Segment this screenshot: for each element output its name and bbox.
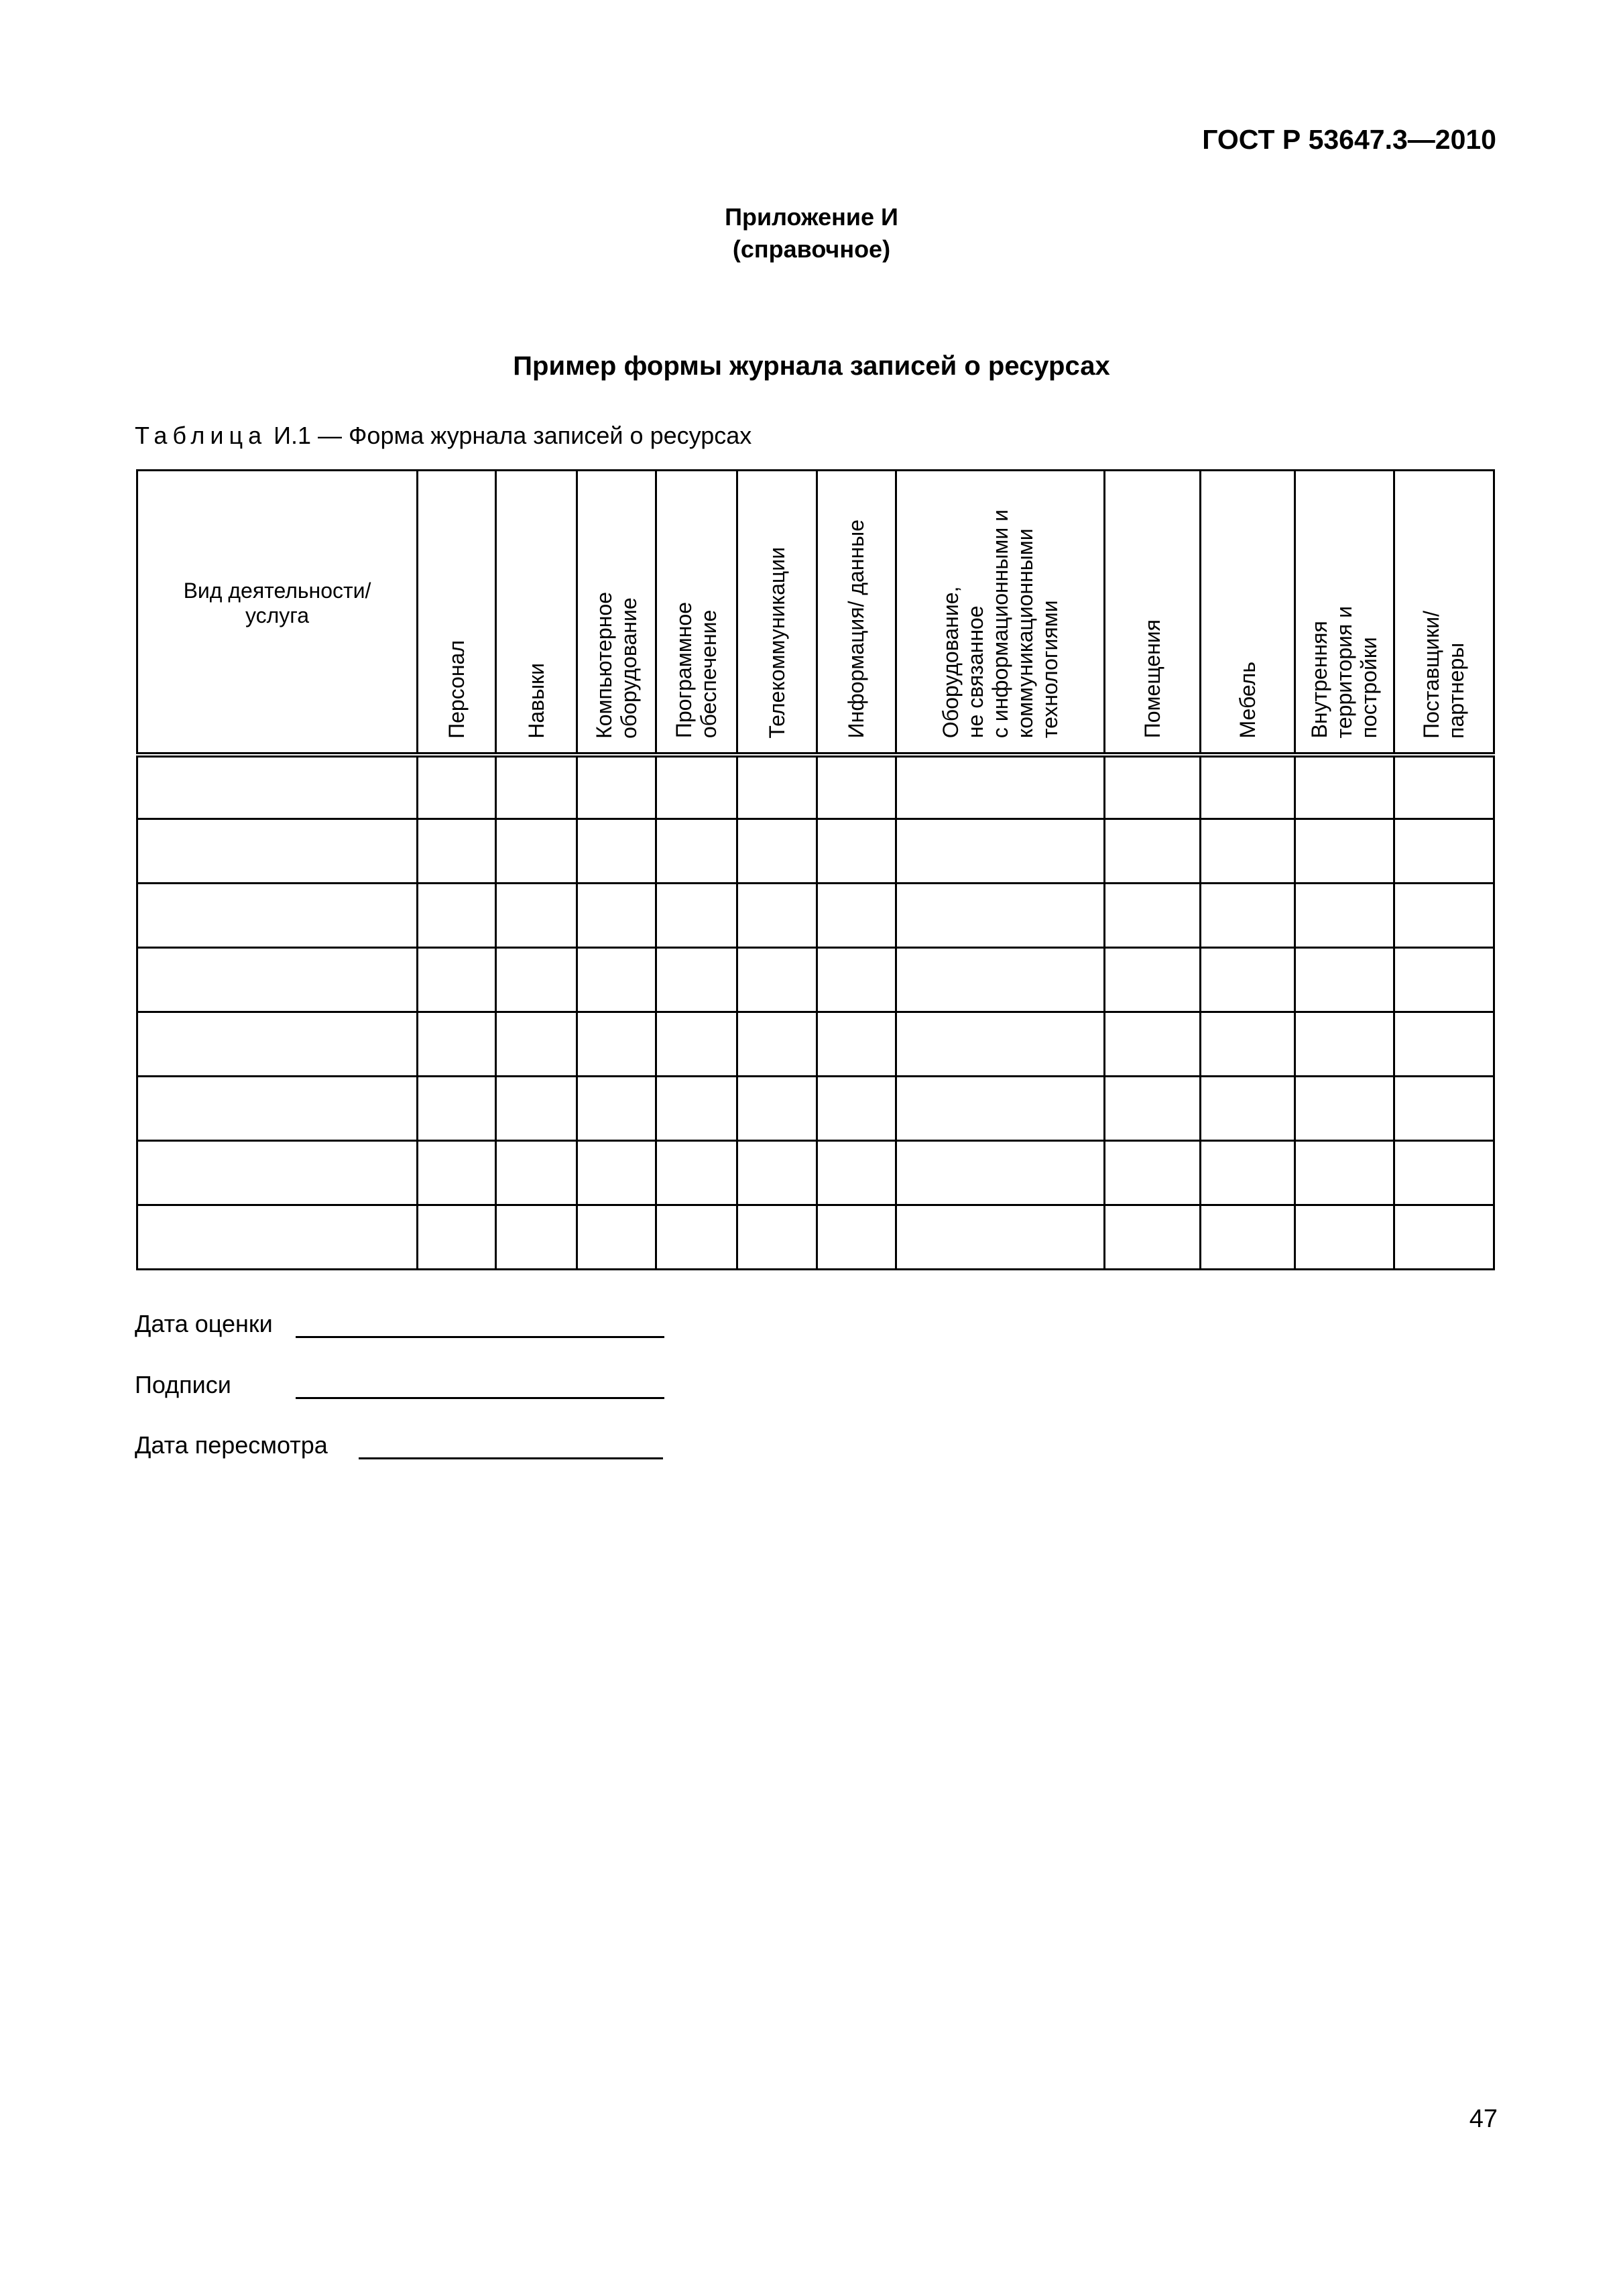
column-header-label: Компьютерное оборудование — [591, 591, 641, 739]
table-cell[interactable] — [1394, 884, 1494, 948]
table-cell[interactable] — [656, 948, 737, 1012]
section-title: Пример формы журнала записей о ресурсах — [513, 351, 1110, 381]
table-cell[interactable] — [496, 884, 577, 948]
table-cell[interactable] — [137, 1141, 418, 1205]
table-row — [137, 1077, 1494, 1141]
assessment-date-label: Дата оценки — [135, 1310, 273, 1337]
table-cell[interactable] — [577, 1012, 656, 1077]
table-cell[interactable] — [137, 755, 418, 819]
column-header-label: Персонал — [444, 640, 469, 739]
column-header-personnel — [418, 471, 496, 755]
table-cell[interactable] — [1295, 755, 1394, 819]
table-cell[interactable] — [1105, 1077, 1201, 1141]
table-cell[interactable] — [1201, 819, 1295, 884]
table-cell[interactable] — [418, 1077, 496, 1141]
table-cell[interactable] — [1105, 884, 1201, 948]
appendix-type: (справочное) — [732, 235, 891, 263]
table-cell[interactable] — [1105, 948, 1201, 1012]
table-caption-text: И.1 — Форма журнала записей о ресурсах — [267, 422, 752, 449]
column-header-computer-equipment — [577, 471, 656, 755]
table-cell[interactable] — [1105, 1141, 1201, 1205]
column-header-information-data — [817, 471, 896, 755]
table-cell[interactable] — [137, 1012, 418, 1077]
column-header-software — [656, 471, 737, 755]
revision-date-label: Дата пересмотра — [135, 1431, 328, 1459]
table-cell[interactable] — [1201, 948, 1295, 1012]
table-cell[interactable] — [1295, 1012, 1394, 1077]
table-cell[interactable] — [896, 1205, 1105, 1270]
page-number: 47 — [1469, 2105, 1498, 2133]
table-cell[interactable] — [496, 1141, 577, 1205]
table-cell[interactable] — [656, 884, 737, 948]
table-cell[interactable] — [737, 755, 817, 819]
table-cell[interactable] — [656, 1205, 737, 1270]
table-cell[interactable] — [1105, 819, 1201, 884]
table-cell[interactable] — [817, 1012, 896, 1077]
assessment-date-line[interactable] — [296, 1336, 664, 1338]
table-cell[interactable] — [817, 1141, 896, 1205]
table-cell[interactable] — [137, 1205, 418, 1270]
column-header-furniture — [1201, 471, 1295, 755]
table-header-row — [137, 471, 1494, 755]
table-body — [137, 755, 1494, 1270]
appendix-title: Приложение И — [725, 203, 898, 231]
table-cell[interactable] — [737, 948, 817, 1012]
column-header-activity — [137, 471, 418, 755]
table-cell[interactable] — [1201, 1205, 1295, 1270]
table-cell[interactable] — [896, 948, 1105, 1012]
column-header-label: Навыки — [524, 662, 548, 739]
table-cell[interactable] — [896, 884, 1105, 948]
table-cell[interactable] — [1201, 884, 1295, 948]
table-row — [137, 948, 1494, 1012]
table-cell[interactable] — [418, 1141, 496, 1205]
table-row — [137, 1141, 1494, 1205]
table-cell[interactable] — [577, 1205, 656, 1270]
document-code: ГОСТ Р 53647.3—2010 — [1202, 124, 1496, 155]
column-header-label: Программное обеспечение — [672, 602, 721, 739]
table-cell[interactable] — [737, 1077, 817, 1141]
table-cell[interactable] — [817, 884, 896, 948]
table-cell[interactable] — [496, 755, 577, 819]
revision-date-line[interactable] — [359, 1457, 663, 1459]
table-caption-label: Таблица — [135, 422, 267, 449]
table-cell[interactable] — [1295, 1077, 1394, 1141]
signatures-line[interactable] — [296, 1397, 664, 1399]
table-cell[interactable] — [1394, 819, 1494, 884]
table-cell[interactable] — [817, 819, 896, 884]
table-cell[interactable] — [896, 819, 1105, 884]
column-header-label: Вид деятельности/ услуга — [183, 579, 371, 627]
column-header-suppliers-partners — [1394, 471, 1494, 755]
table-cell[interactable] — [496, 948, 577, 1012]
table-cell[interactable] — [418, 884, 496, 948]
column-header-label: Помещения — [1140, 619, 1164, 739]
column-header-label: Оборудование, не связанное с информационными и коммуникационными технологиями — [938, 509, 1062, 739]
table-cell[interactable] — [737, 819, 817, 884]
table-cell[interactable] — [1201, 1077, 1295, 1141]
table-cell[interactable] — [418, 1012, 496, 1077]
column-header-label: Телекоммуникации — [764, 546, 789, 739]
table-cell[interactable] — [1201, 755, 1295, 819]
table-cell[interactable] — [896, 755, 1105, 819]
table-cell[interactable] — [1394, 755, 1494, 819]
table-cell[interactable] — [1394, 1205, 1494, 1270]
table-cell[interactable] — [656, 819, 737, 884]
table-cell[interactable] — [896, 1141, 1105, 1205]
column-header-label: Внутренняя территория и постройки — [1307, 606, 1381, 739]
table-cell[interactable] — [1295, 884, 1394, 948]
table-cell[interactable] — [1105, 1205, 1201, 1270]
column-header-label: Информация/ данные — [844, 520, 868, 739]
table-cell[interactable] — [817, 755, 896, 819]
column-header-label: Поставщики/ партнеры — [1419, 610, 1468, 739]
table-cell[interactable] — [1394, 1141, 1494, 1205]
table-cell[interactable] — [1105, 1012, 1201, 1077]
table-cell[interactable] — [577, 884, 656, 948]
column-header-skills — [496, 471, 577, 755]
table-row — [137, 884, 1494, 948]
table-row — [137, 1012, 1494, 1077]
table-cell[interactable] — [496, 819, 577, 884]
table-cell[interactable] — [896, 1077, 1105, 1141]
table-cell[interactable] — [656, 1077, 737, 1141]
table-cell[interactable] — [496, 1205, 577, 1270]
resource-log-table — [136, 469, 1495, 1270]
table-cell[interactable] — [1394, 1012, 1494, 1077]
table-cell[interactable] — [1295, 1205, 1394, 1270]
table-cell[interactable] — [817, 1205, 896, 1270]
table-cell[interactable] — [137, 948, 418, 1012]
table-cell[interactable] — [1295, 1141, 1394, 1205]
table-cell[interactable] — [737, 1141, 817, 1205]
table-cell[interactable] — [1201, 1012, 1295, 1077]
table-cell[interactable] — [817, 1077, 896, 1141]
table-cell[interactable] — [577, 1141, 656, 1205]
table-cell[interactable] — [577, 755, 656, 819]
column-header-non-ict-equipment — [896, 471, 1105, 755]
table-cell[interactable] — [656, 1141, 737, 1205]
column-header-territory-buildings — [1295, 471, 1394, 755]
table-cell[interactable] — [137, 819, 418, 884]
table-cell[interactable] — [1201, 1141, 1295, 1205]
table-cell[interactable] — [817, 948, 896, 1012]
table-cell[interactable] — [496, 1077, 577, 1141]
table-row — [137, 819, 1494, 884]
table-cell[interactable] — [418, 819, 496, 884]
table-cell[interactable] — [577, 819, 656, 884]
column-header-telecommunications — [737, 471, 817, 755]
table-cell[interactable] — [1105, 755, 1201, 819]
table-row — [137, 1205, 1494, 1270]
table-caption — [135, 422, 752, 450]
table-cell[interactable] — [737, 1012, 817, 1077]
table-cell[interactable] — [137, 1077, 418, 1141]
table-row — [137, 755, 1494, 819]
table-cell[interactable] — [1295, 948, 1394, 1012]
table-cell[interactable] — [737, 884, 817, 948]
table-cell[interactable] — [496, 1012, 577, 1077]
column-header-premises — [1105, 471, 1201, 755]
signatures-label: Подписи — [135, 1371, 231, 1398]
table-cell[interactable] — [418, 755, 496, 819]
table-cell[interactable] — [137, 884, 418, 948]
table-cell[interactable] — [1394, 1077, 1494, 1141]
table-cell[interactable] — [418, 948, 496, 1012]
table-cell[interactable] — [1295, 819, 1394, 884]
table-cell[interactable] — [418, 1205, 496, 1270]
column-header-label: Мебель — [1235, 662, 1260, 739]
table-cell[interactable] — [896, 1012, 1105, 1077]
table-cell[interactable] — [737, 1205, 817, 1270]
table-cell[interactable] — [577, 948, 656, 1012]
table-cell[interactable] — [577, 1077, 656, 1141]
table-cell[interactable] — [656, 1012, 737, 1077]
table-cell[interactable] — [656, 755, 737, 819]
table-cell[interactable] — [1394, 948, 1494, 1012]
